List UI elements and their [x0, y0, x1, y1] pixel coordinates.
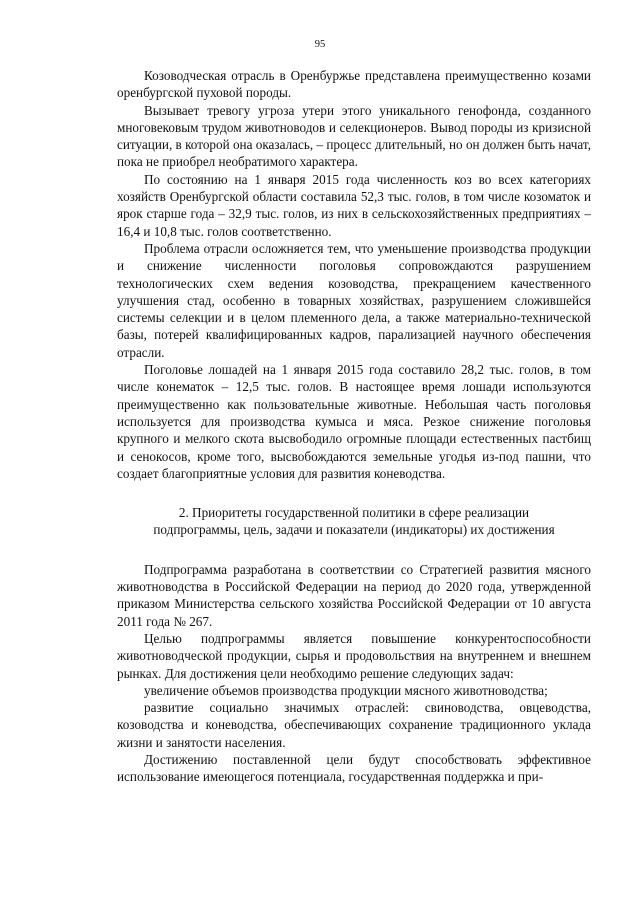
section-heading-line: 2. Приоритеты государственной политики в сфере реализации	[178, 505, 530, 521]
section-heading-line: подпрограммы, цель, задачи и показатели (индикаторы) их достижения	[153, 522, 555, 538]
paragraph: По состоянию на 1 января 2015 года численность коз во всех категориях хозяйств Оренбургской области составила 52,3 тыс. голов, в том числе козоматок и ярок старше года – 32,9 тыс. голов, из них в сельскохозяйственных предприятиях – 16,4 и 10,8 тыс. голов соответственно.	[117, 171, 591, 239]
paragraph: Проблема отрасли осложняется тем, что уменьшение производства продукции и снижение численности поголовья сопровождаются разрушением технологических схем ведения козоводства, прекращением качественного улучшения стад, особенно в товарных хозяйствах, разрушением сложившейся системы селекции и в целом племенного дела, а также материально-технической базы, потерей квалифицированных кадров, парализацией научного обеспечения отрасли.	[117, 240, 591, 360]
paragraph: Поголовье лошадей на 1 января 2015 года составило 28,2 тыс. голов, в том числе конематок – 12,5 тыс. голов. В настоящее время лошади используются преимущественно как пользовательные животные. Небольшая часть поголовья используется для производства кумыса и мяса. Резкое снижение поголовья крупного и мелкого скота высвободило огромные площади естественных пастбищ и сенокосов, кроме того, высвобождаются земельные угодья из-под пашни, что создает благоприятные условия для развития коневодства.	[117, 362, 591, 481]
paragraph: Достижению поставленной цели будут способствовать эффективное использование имеющегося потенциала, государственная поддержка и при-	[117, 751, 591, 785]
list-item: увеличение объемов производства продукции мясного животноводства;	[144, 682, 548, 698]
paragraph: Подпрограмма разработана в соответствии со Стратегией развития мясного животноводства в Российской Федерации на период до 2020 года, утвержденной приказом Министерства сельского хозяйства Российской Федерации от 10 августа 2011 года № 267.	[117, 561, 591, 629]
list-item: развитие социально значимых отраслей: свиноводства, овцеводства, козоводства и коневодства, обеспечивающих сохранение традиционного уклада жизни и занятости населения.	[117, 700, 591, 750]
document-body	[117, 67, 591, 786]
paragraph: Вызывает тревогу угроза утери этого уникального генофонда, созданного многовековым трудом животноводов и селекционеров. Вывод породы из кризисной ситуации, в которой она оказалась, – процесс длительный, но он должен быть начат, пока не приобрел необратимого характера.	[117, 102, 591, 170]
section-heading	[117, 504, 591, 539]
paragraph: Целью подпрограммы является повышение конкурентоспособности животноводческой продукции, сырья и продовольствия на внутреннем и внешнем рынках. Для достижения цели необходимо решение следующих задач:	[117, 630, 591, 681]
page-number: 95	[314, 39, 326, 50]
paragraph: Козоводческая отрасль в Оренбуржье представлена преимущественно козами оренбургской пуховой породы.	[117, 68, 591, 101]
